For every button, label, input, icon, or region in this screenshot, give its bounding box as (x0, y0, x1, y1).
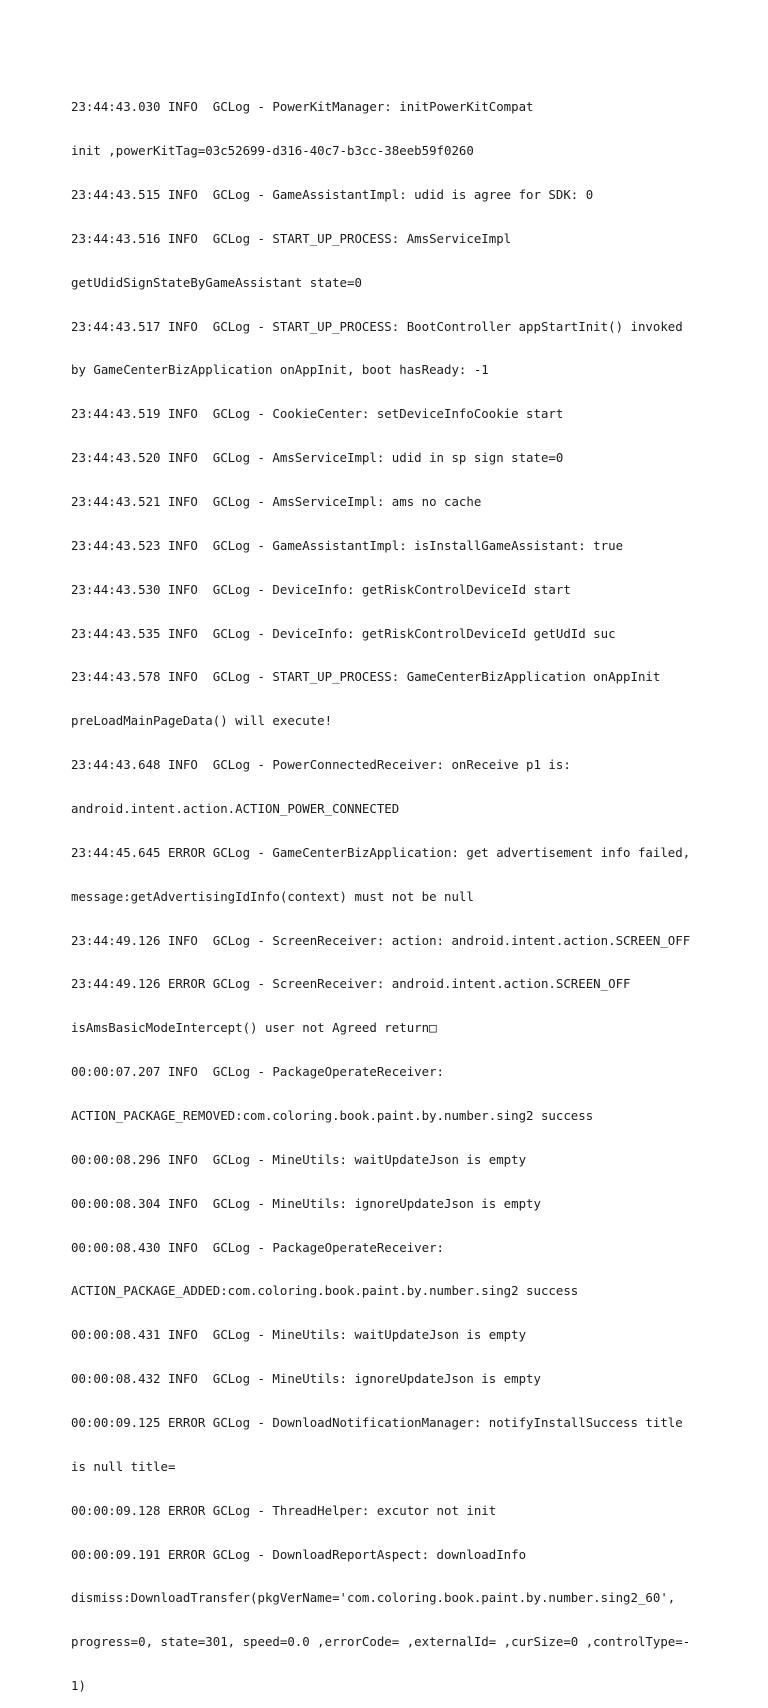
log-line: by GameCenterBizApplication onAppInit, boot hasReady: -1 (71, 362, 489, 378)
log-line: 00:00:08.304 INFO GCLog - MineUtils: ignoreUpdateJson is empty (71, 1195, 541, 1211)
log-line: isAmsBasicModeIntercept() user not Agreed return□ (71, 1020, 437, 1036)
log-line: android.intent.action.ACTION_POWER_CONNECTED (71, 801, 400, 816)
log-line: 00:00:09.191 ERROR GCLog - DownloadReportAspect: downloadInfo (71, 1546, 527, 1562)
log-line: ACTION_PACKAGE_ADDED:com.coloring.book.paint.by.number.sing2 success (71, 1283, 579, 1299)
log-line: 23:44:43.523 INFO GCLog - GameAssistantImpl: isInstallGameAssistant: true (71, 537, 624, 553)
log-line: getUdidSignStateByGameAssistant state=0 (71, 274, 362, 290)
log-line: 00:00:07.207 INFO GCLog - PackageOperateReceiver: (71, 1064, 444, 1080)
log-line: 23:44:43.515 INFO GCLog - GameAssistantImpl: udid is agree for SDK: 0 (71, 186, 594, 202)
log-line: 00:00:08.296 INFO GCLog - MineUtils: waitUpdateJson is empty (71, 1151, 527, 1167)
log-line: message:getAdvertisingIdInfo(context) must not be null (71, 888, 474, 904)
log-line: 23:44:43.521 INFO GCLog - AmsServiceImpl: ams no cache (71, 493, 482, 509)
log-line: 23:44:43.648 INFO GCLog - PowerConnectedReceiver: onReceive p1 is: (71, 757, 571, 773)
log-line: dismiss:DownloadTransfer(pkgVerName='com.coloring.book.paint.by.number.sing2_60', (71, 1590, 676, 1606)
log-line: progress=0, state=301, speed=0.0 ,errorCode= ,externalId= ,curSize=0 ,controlType=- (71, 1634, 691, 1650)
log-line: 23:44:49.126 ERROR GCLog - ScreenReceiver: android.intent.action.SCREEN_OFF (71, 976, 631, 992)
log-line: 23:44:43.535 INFO GCLog - DeviceInfo: getRiskControlDeviceId getUdId suc (71, 625, 616, 641)
log-line: 23:44:43.578 INFO GCLog - START_UP_PROCESS: GameCenterBizApplication onAppInit (71, 669, 661, 685)
log-line: 23:44:43.519 INFO GCLog - CookieCenter: setDeviceInfoCookie start (71, 406, 564, 422)
log-line: ACTION_PACKAGE_REMOVED:com.coloring.book.paint.by.number.sing2 success (71, 1108, 594, 1124)
log-line: 23:44:45.645 ERROR GCLog - GameCenterBizApplication: get advertisement info failed, (71, 844, 691, 860)
log-line: 23:44:43.530 INFO GCLog - DeviceInfo: getRiskControlDeviceId start (71, 581, 571, 597)
log-line: 23:44:43.517 INFO GCLog - START_UP_PROCESS: BootController appStartInit() invoked (71, 318, 683, 334)
log-line: preLoadMainPageData() will execute! (71, 713, 333, 729)
log-line: 23:44:43.030 INFO GCLog - PowerKitManager: initPowerKitCompat (71, 99, 534, 115)
log-text-block (71, 71, 751, 1708)
log-line: 23:44:49.126 INFO GCLog - ScreenReceiver: action: android.intent.action.SCREEN_OFF (71, 932, 691, 948)
log-line: init ,powerKitTag=03c52699-d316-40c7-b3cc-38eeb59f0260 (71, 143, 474, 159)
log-line: 00:00:09.125 ERROR GCLog - DownloadNotificationManager: notifyInstallSuccess title (71, 1415, 683, 1431)
log-line: 23:44:43.516 INFO GCLog - START_UP_PROCESS: AmsServiceImpl (71, 230, 512, 246)
log-line: is null title= (71, 1458, 176, 1474)
log-line: 1) (71, 1678, 86, 1694)
log-line: 23:44:43.520 INFO GCLog - AmsServiceImpl: udid in sp sign state=0 (71, 450, 564, 466)
log-line: 00:00:08.430 INFO GCLog - PackageOperateReceiver: (71, 1239, 444, 1255)
log-line: 00:00:09.128 ERROR GCLog - ThreadHelper: excutor not init (71, 1502, 497, 1518)
log-line: 00:00:08.432 INFO GCLog - MineUtils: ignoreUpdateJson is empty (71, 1371, 541, 1387)
log-line: 00:00:08.431 INFO GCLog - MineUtils: waitUpdateJson is empty (71, 1327, 527, 1343)
